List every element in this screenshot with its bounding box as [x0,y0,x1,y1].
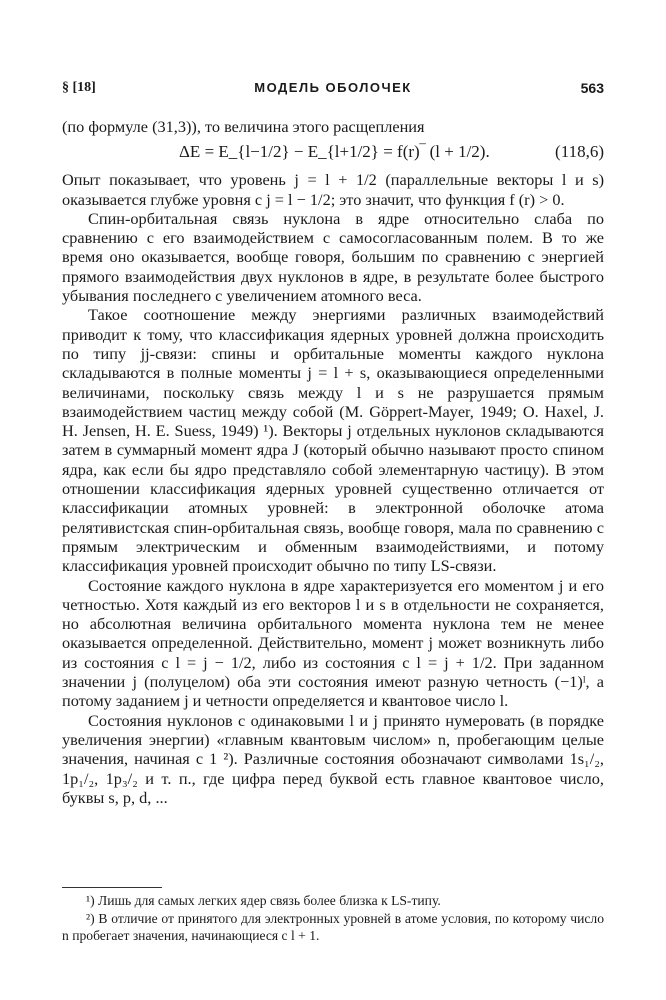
footnote-2 [62,910,604,945]
footnote-text: В отличие от принятого для электронных уровней в атоме условия, по которому число n пробегает значения, начинающиеся с l + 1. [62,910,604,943]
footnote-marker: ²) [86,910,95,926]
footnote-text: Лишь для самых легких ядер связь более близка к LS-типу. [98,893,441,908]
footnote-divider [62,887,162,888]
running-head [62,80,604,100]
footnotes [62,892,604,945]
paragraph-intro: (по формуле (31,3)), то величина этого расщепления [62,117,425,136]
paragraph-spin-orbit: Спин-орбитальная связь нуклона в ядре относительно слаба по сравнению с его взаимодействием с самосогласованным полем. В то же время оно оказывается, вообще говоря, большим по сравнению с энергией прямого взаимодействия двух нуклонов в ядре, в результате более быстрого убывания последнего с увеличением атомного веса. [62,208,604,306]
paragraph-jj-coupling: Такое соотношение между энергиями различных взаимодействий приводит к тому, что классификация ядерных уровней должна происходить по типу jj-связи: спины и орбитальные моменты каждого нуклона складываются в полные моменты j = l + s, оказывающиеся определенными величинами, поскольку связь между l и s не разрушается прямым взаимодействием частиц между собой (M. Göppert-Mayer, 1949; O. Haxel, J. H. Jensen, H. E. Suess, 1949) ¹). Векторы j отдельных нуклонов складываются затем в суммарный момент ядра J (который обычно называют просто спином ядра, как если бы ядро представляло собой элементарную частицу). В этом отношении классификация ядерных уровней существенно отличается от классификации атомных уровней: в электронной оболочке атома релятивистская спин-орбитальная связь, вообще говоря, мала по сравнению с прямым электрическим и обменным взаимодействиями, и потому классификация уровней происходит обычно по типу LS-связи. [62,305,604,576]
page-number: 563 [580,80,604,96]
footnote-marker: ¹) [86,893,95,908]
equation-118-6 [62,136,604,170]
paragraph-nucleon-state: Состояние каждого нуклона в ядре характеризуется его моментом j и его четностью. Хотя каждый из его векторов l и s в отдельности не сохраняется, но абсолютная величина орбитального момента нуклона тем не менее оказывается определенной. Действительно, момент j может возникнуть либо из состояния с l = j − 1/2, либо из состояния с l = j + 1/2. При заданном значении j (полуцелом) оба эти состояния имеют разную четность (−1)ˡ, а потому заданием j и четности определяется и квантовое число l. [62,575,604,711]
chapter-title: МОДЕЛЬ ОБОЛОЧЕК [254,80,412,95]
paragraph-quantum-number: Состояния нуклонов с одинаковыми l и j принято нумеровать (в порядке увеличения энергии) «главным квантовым числом» n, пробегающим целые значения, начиная с 1 ²). Различные состояния обозначают символами 1s₁/₂, 1p₁/₂, 1p₃/₂ и т. п., где цифра перед буквой есть главное квантовое число, буквы s, p, d, ... [62,710,604,807]
paragraph-experiment: Опыт показывает, что уровень j = l + 1/2 (параллельные векторы l и s) оказывается глубже уровня с j = l − 1/2; это значит, что функция f (r) > 0. [62,170,604,209]
section-number: § [18] [62,80,96,95]
book-page [62,0,604,1000]
footnote-1 [62,892,604,910]
equation-formula: ΔE = E_{l−1/2} − E_{l+1/2} = f(r)‾ (l + 1/2). [179,142,490,162]
body-text [62,117,604,807]
equation-number: (118,6) [555,142,604,162]
